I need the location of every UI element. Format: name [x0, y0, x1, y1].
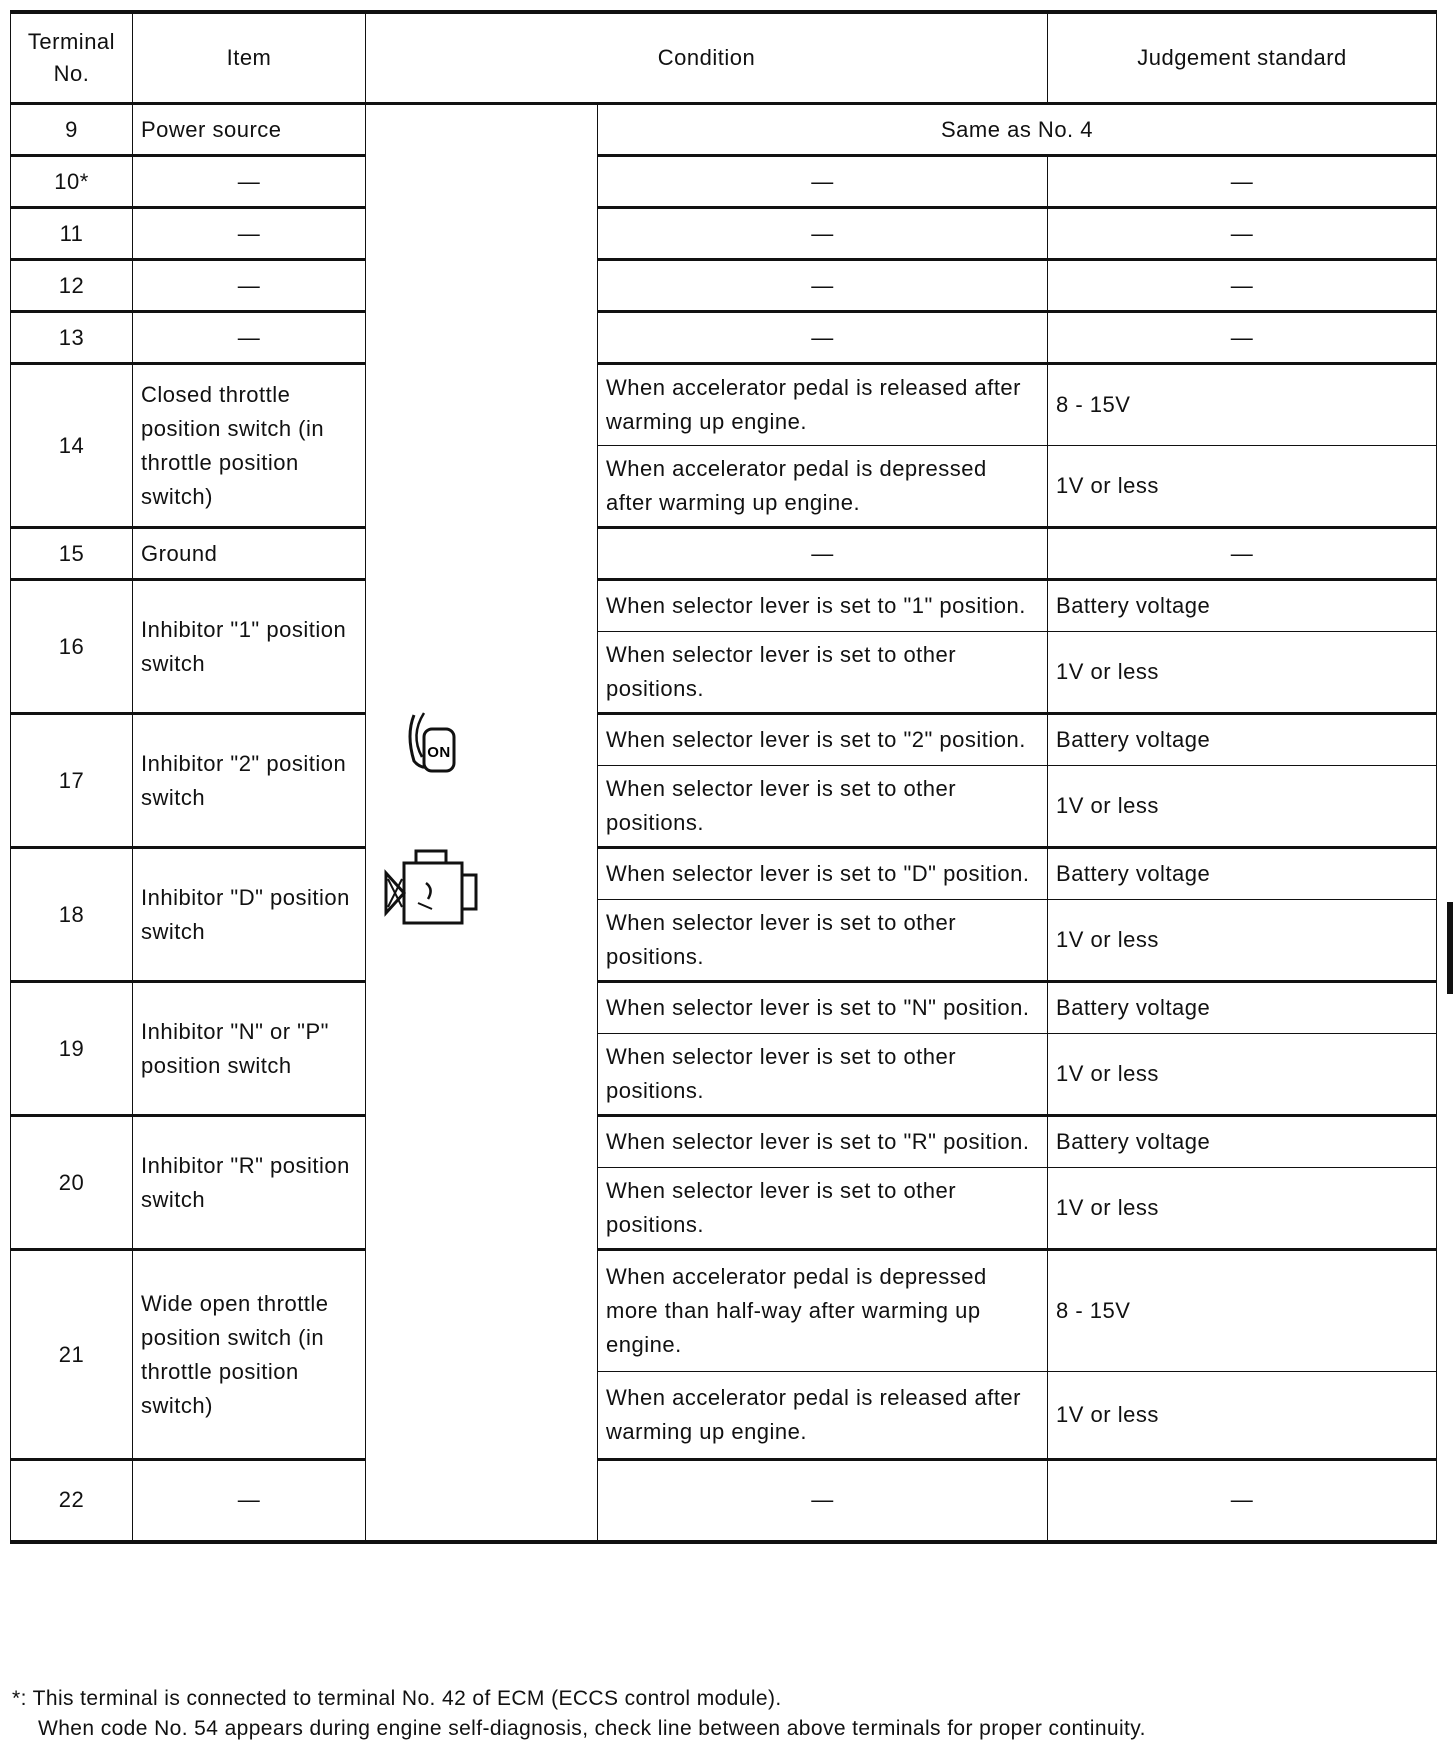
judgement-value: 8 - 15V — [1048, 364, 1437, 446]
condition-text: When selector lever is set to other positions. — [598, 1034, 1048, 1116]
judgement-value: 1V or less — [1048, 900, 1437, 982]
table-row — [11, 714, 1437, 766]
condition-icons — [382, 705, 482, 929]
condition-icons-cell — [366, 104, 598, 1542]
judgement-value: — — [1048, 528, 1437, 580]
terminal-number: 19 — [11, 982, 133, 1116]
item-label: — — [133, 208, 366, 260]
item-label: — — [133, 312, 366, 364]
footnote-line-2: When code No. 54 appears during engine self-diagnosis, check line between above terminals for proper continuity. — [38, 1717, 1146, 1740]
condition-text: — — [598, 312, 1048, 364]
table-row — [11, 1460, 1437, 1542]
condition-text: — — [598, 156, 1048, 208]
table-row — [11, 104, 1437, 156]
page-edge-marker — [1447, 902, 1453, 994]
footnote — [12, 1684, 1442, 1744]
judgement-value: 1V or less — [1048, 1168, 1437, 1250]
condition-text: Same as No. 4 — [598, 104, 1437, 156]
judgement-value: — — [1048, 208, 1437, 260]
condition-text: When accelerator pedal is depressed more than half-way after warming up engine. — [598, 1250, 1048, 1372]
header-row — [11, 12, 1437, 104]
condition-text: When selector lever is set to "N" position. — [598, 982, 1048, 1034]
judgement-value: Battery voltage — [1048, 580, 1437, 632]
table-row — [11, 364, 1437, 446]
item-label: Power source — [133, 104, 366, 156]
header-item: Item — [133, 12, 366, 104]
judgement-value: 1V or less — [1048, 1034, 1437, 1116]
judgement-value: — — [1048, 260, 1437, 312]
condition-text: When accelerator pedal is released after warming up engine. — [598, 1372, 1048, 1460]
item-label: Wide open throttle position switch (in throttle position switch) — [133, 1250, 366, 1460]
condition-text: When accelerator pedal is depressed after warming up engine. — [598, 446, 1048, 528]
judgement-value: Battery voltage — [1048, 982, 1437, 1034]
terminal-number: 21 — [11, 1250, 133, 1460]
condition-text: When selector lever is set to other positions. — [598, 1168, 1048, 1250]
header-condition: Condition — [366, 12, 1048, 104]
terminal-inspection-table — [10, 10, 1437, 1544]
item-label: Inhibitor "N" or "P" position switch — [133, 982, 366, 1116]
judgement-value: — — [1048, 156, 1437, 208]
table-row — [11, 312, 1437, 364]
item-label: Inhibitor "R" position switch — [133, 1116, 366, 1250]
terminal-number: 20 — [11, 1116, 133, 1250]
judgement-value: — — [1048, 1460, 1437, 1542]
terminal-number: 15 — [11, 528, 133, 580]
terminal-number: 17 — [11, 714, 133, 848]
judgement-value: Battery voltage — [1048, 848, 1437, 900]
judgement-value: 8 - 15V — [1048, 1250, 1437, 1372]
judgement-value: 1V or less — [1048, 446, 1437, 528]
condition-text: — — [598, 208, 1048, 260]
condition-text: When selector lever is set to "R" position. — [598, 1116, 1048, 1168]
terminal-number: 16 — [11, 580, 133, 714]
terminal-number: 10* — [11, 156, 133, 208]
item-label: Inhibitor "D" position switch — [133, 848, 366, 982]
item-label: Inhibitor "1" position switch — [133, 580, 366, 714]
terminal-number: 14 — [11, 364, 133, 528]
table-row — [11, 156, 1437, 208]
item-label: Closed throttle position switch (in throttle position switch) — [133, 364, 366, 528]
condition-text: — — [598, 528, 1048, 580]
table-row — [11, 848, 1437, 900]
item-label: — — [133, 156, 366, 208]
condition-text: When selector lever is set to "D" position. — [598, 848, 1048, 900]
table-row — [11, 982, 1437, 1034]
table-row — [11, 1116, 1437, 1168]
table-row — [11, 528, 1437, 580]
condition-text: — — [598, 260, 1048, 312]
judgement-value: 1V or less — [1048, 1372, 1437, 1460]
condition-text: When selector lever is set to "1" position. — [598, 580, 1048, 632]
header-terminal-no: Terminal No. — [11, 12, 133, 104]
judgement-value: 1V or less — [1048, 766, 1437, 848]
judgement-value: Battery voltage — [1048, 714, 1437, 766]
judgement-value: — — [1048, 312, 1437, 364]
terminal-number: 22 — [11, 1460, 133, 1542]
terminal-number: 11 — [11, 208, 133, 260]
table-row — [11, 1250, 1437, 1372]
table-row — [11, 208, 1437, 260]
item-label: — — [133, 1460, 366, 1542]
engine-running-icon — [382, 847, 482, 929]
condition-text: When accelerator pedal is released after warming up engine. — [598, 364, 1048, 446]
condition-text: When selector lever is set to other positions. — [598, 900, 1048, 982]
condition-text: When selector lever is set to other positions. — [598, 766, 1048, 848]
terminal-number: 9 — [11, 104, 133, 156]
condition-text: When selector lever is set to other positions. — [598, 632, 1048, 714]
judgement-value: 1V or less — [1048, 632, 1437, 714]
item-label: Ground — [133, 528, 366, 580]
header-judgement-standard: Judgement standard — [1048, 12, 1437, 104]
judgement-value: Battery voltage — [1048, 1116, 1437, 1168]
table-row — [11, 260, 1437, 312]
item-label: — — [133, 260, 366, 312]
svg-text:ON: ON — [426, 744, 451, 762]
footnote-line-1: *: This terminal is connected to terminal No. 42 of ECM (ECCS control module). — [12, 1687, 782, 1710]
condition-text: — — [598, 1460, 1048, 1542]
terminal-number: 12 — [11, 260, 133, 312]
item-label: Inhibitor "2" position switch — [133, 714, 366, 848]
condition-text: When selector lever is set to "2" position. — [598, 714, 1048, 766]
ignition-on-icon — [400, 705, 464, 777]
table-row — [11, 580, 1437, 632]
terminal-number: 13 — [11, 312, 133, 364]
terminal-number: 18 — [11, 848, 133, 982]
